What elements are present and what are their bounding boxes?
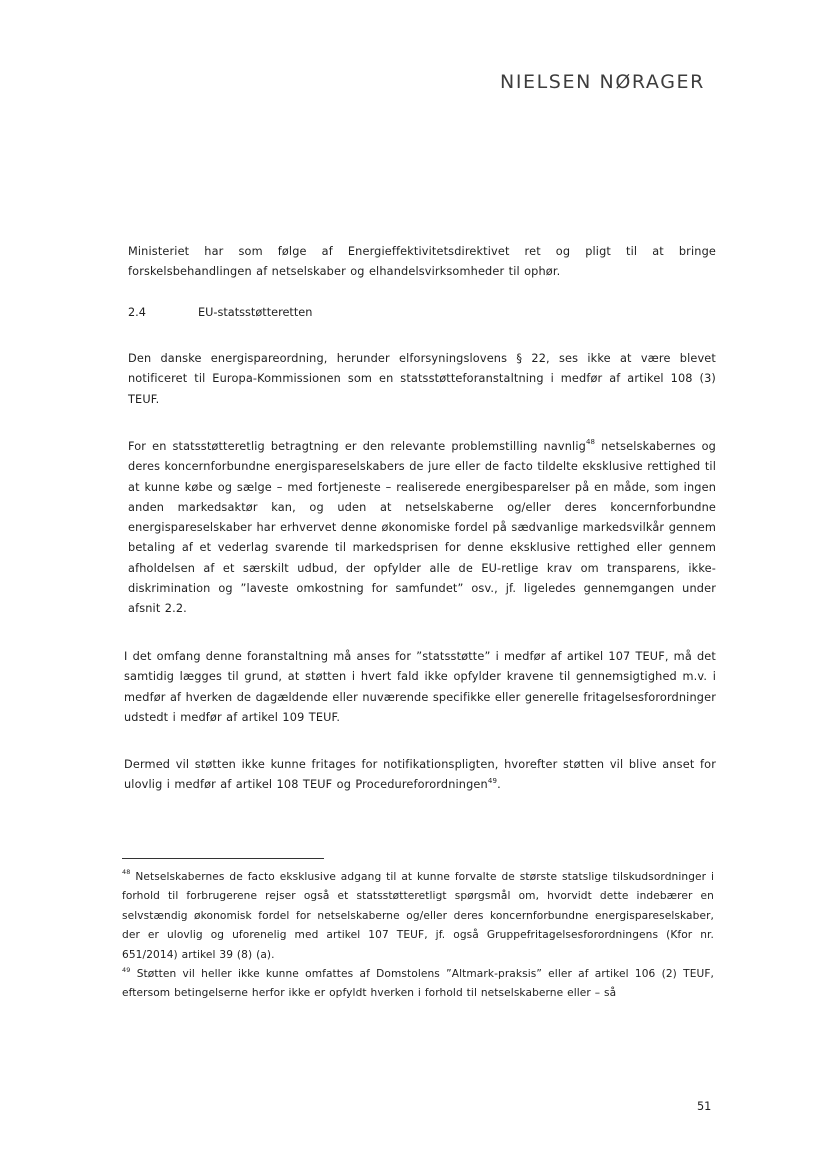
paragraph-ministry: Ministeriet har som følge af Energieffektivitetsdirektivet ret og pligt til at bringe forskelsbehandlingen af netselskaber og elhandelsvirksomheder til ophør. bbox=[128, 245, 716, 279]
footnote-ref-49: 49 bbox=[487, 776, 498, 785]
paragraph-text: Dermed vil støtten ikke kunne fritages for notifikationspligten, hvorefter støtten vil blive anset for ulovlig i medfør af artikel 108 TEUF og Procedureforordningen bbox=[124, 758, 716, 792]
paragraph-state-aid-analysis bbox=[128, 437, 716, 620]
footnote-text: Støtten vil heller ikke kunne omfattes af Domstolens ”Altmark-praksis” eller af artikel 106 (2) TEUF, eftersom betingelserne herfor ikke er opfyldt hverken i forhold til netselskaberne eller – så bbox=[122, 968, 714, 1000]
footnote-48 bbox=[122, 868, 714, 965]
section-number: 2.4 bbox=[128, 306, 146, 319]
footnote-divider bbox=[122, 858, 324, 859]
footnote-marker: 48 bbox=[122, 868, 131, 877]
footnotes bbox=[122, 868, 714, 1004]
section-title: EU-statsstøtteretten bbox=[198, 306, 313, 319]
page-number: 51 bbox=[697, 1100, 712, 1113]
footnote-text: Netselskabernes de facto eksklusive adgang til at kunne forvalte de største statslige tilskudsordninger i forhold til forbrugerene rejser også et statsstøtteretligt spørgsmål om, hvorvidt dette indebærer en selvstændig økonomisk fordel for netselskaberne og/eller deres koncernforbundne energispareselskaber, der er ulovlig og uforenelig med artikel 107 TEUF, jf. også Gruppefritagelsesforordningens (Kfor nr. 651/2014) artikel 39 (8) (a). bbox=[122, 871, 714, 961]
paragraph-notification: Den danske energispareordning, herunder elforsyningslovens § 22, ses ikke at være blevet notificeret til Europa-Kommissionen som en statsstøtteforanstaltning i medfør af artikel 108 (3) TEUF. bbox=[128, 352, 716, 406]
paragraph-state-aid-scope: I det omfang denne foranstaltning må anses for ”statsstøtte” i medfør af artikel 107 TEUF, må det samtidig lægges til grund, at støtten i hvert fald ikke opfylder kravene til gennemsigtighed m.v. i medfør af hverken de dagældende eller nuværende specifikke eller generelle fritagelsesforordninger udstedt i medfør af artikel 109 TEUF. bbox=[124, 650, 716, 724]
footnote-ref-48: 48 bbox=[585, 438, 596, 447]
footnote-marker: 49 bbox=[122, 965, 131, 974]
footnote-49 bbox=[122, 965, 714, 1004]
paragraph-text: netselskabernes og deres koncernforbundne energispareselskabers de jure eller de facto tildelte eksklusive rettighed til at kunne købe og sælge – med fortjeneste – realiserede energibesparelser på en måde, som ingen anden markedsaktør kan, og uden at netselskaberne og/eller deres koncernforbundne energispareselskaber har erhvervet denne økonomiske fordel på sædvanlige markedsvilkår gennem betaling af et vederlag svarende til markedsprisen for denne eksklusive rettighed eller gennem afholdelsen af et særskilt udbud, der opfylder alle de EU-retlige krav om transparens, ikke-diskrimination og ”laveste omkostning for samfundet” osv., jf. ligeledes gennemgangen under afsnit 2.2. bbox=[128, 440, 717, 616]
paragraph-conclusion bbox=[124, 755, 716, 796]
paragraph-text: . bbox=[497, 778, 501, 792]
brand-logo: NIELSEN NØRAGER bbox=[500, 71, 705, 93]
paragraph-text: For en statsstøtteretlig betragtning er den relevante problemstilling navnlig bbox=[128, 440, 586, 453]
